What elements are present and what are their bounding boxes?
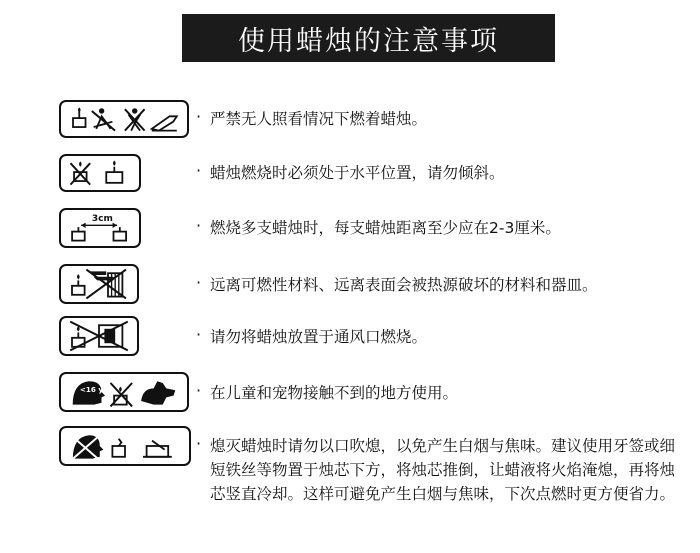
keep-from-children-pets-icon (59, 372, 189, 412)
bullet: · (196, 216, 202, 235)
bullet: · (196, 273, 202, 292)
no-unattended-icon (59, 100, 189, 138)
list-item (0, 154, 700, 194)
item-text: 燃烧多支蜡烛时，每支蜡烛距离至少应在2-3厘米。 (210, 219, 561, 237)
spacing-3cm-icon (59, 208, 141, 248)
item-text: 请勿将蜡烛放置于通风口燃烧。 (210, 328, 428, 346)
item-text: 熄灭蜡烛时请勿以口吹熄，以免产生白烟与焦味。建议使用牙签或细短铁丝等物置于烛芯下方，将烛芯推倒，让蜡液将火焰淹熄，再将烛芯竖直冷却。这样可避免产生白烟与焦味，下次点燃时更方便省力。 (210, 437, 676, 503)
bullet: · (196, 325, 202, 344)
list-item (0, 264, 700, 306)
age-label: <16 yrs (79, 385, 111, 394)
away-from-flammables-icon (59, 264, 139, 304)
extinguish-method-icon (59, 426, 191, 466)
no-draft-icon (59, 316, 139, 356)
item-text: 蜡烛燃烧时必须处于水平位置，请勿倾斜。 (210, 164, 505, 182)
bullet: · (196, 434, 202, 453)
item-text: 远离可燃性材料、远离表面会被热源破坏的材料和器皿。 (210, 276, 598, 294)
item-text: 严禁无人照看情况下燃着蜡烛。 (210, 110, 428, 128)
item-text: 在儿童和宠物接触不到的地方使用。 (210, 384, 459, 402)
list-item (0, 100, 700, 140)
page-title: 使用蜡烛的注意事项 (238, 25, 499, 57)
bullet: · (196, 161, 202, 180)
list-item (0, 208, 700, 250)
bullet: · (196, 107, 202, 126)
spacing-label: 3cm (91, 213, 113, 224)
bullet: · (196, 381, 202, 400)
list-item (0, 316, 700, 358)
title-banner (182, 14, 555, 62)
list-item (0, 426, 700, 536)
level-candle-icon (59, 154, 141, 192)
list-item (0, 372, 700, 414)
